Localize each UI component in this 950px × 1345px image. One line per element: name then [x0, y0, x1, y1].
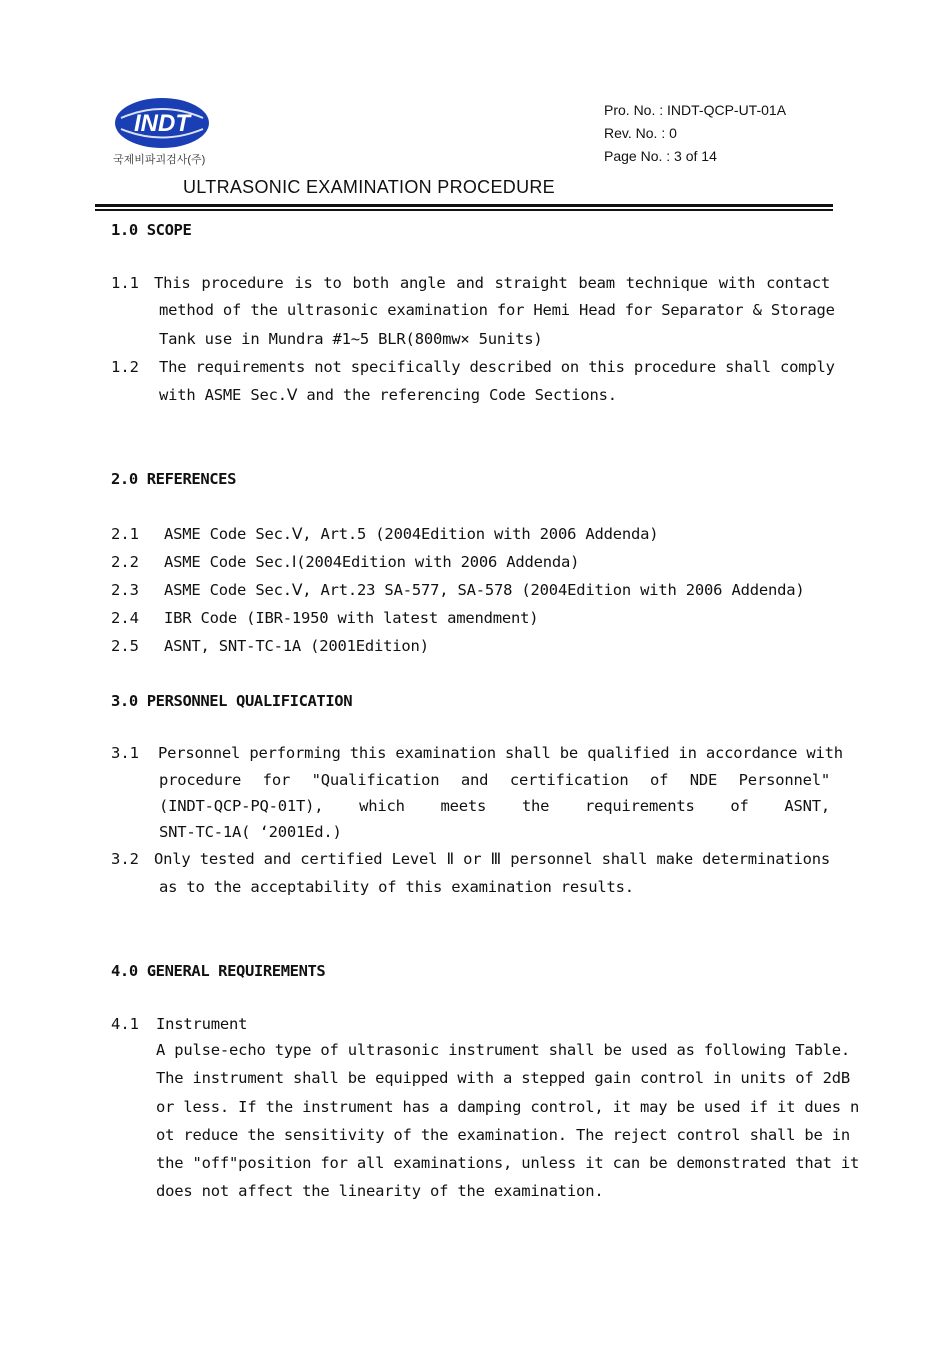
- item-number: 2.3: [111, 581, 139, 599]
- scope-1-1-line-3: Tank use in Mundra #1~5 BLR(800mw× 5units): [159, 330, 543, 348]
- item-number: 2.2: [111, 553, 139, 571]
- item-number: 4.1: [111, 1015, 139, 1033]
- section-heading-scope: 1.0 SCOPE: [111, 221, 192, 239]
- section-heading-references: 2.0 REFERENCES: [111, 470, 237, 488]
- reference-2-3: ASME Code Sec.Ⅴ, Art.23 SA-577, SA-578 (2004Edition with 2006 Addenda): [164, 581, 805, 599]
- reference-2-2: ASME Code Sec.Ⅰ(2004Edition with 2006 Addenda): [164, 553, 580, 571]
- item-number: 1.2: [111, 358, 139, 376]
- company-logo: [113, 96, 211, 150]
- document-title: ULTRASONIC EXAMINATION PROCEDURE: [183, 177, 555, 197]
- revision-number: Rev. No. : 0: [604, 125, 677, 141]
- scope-1-2-line-2: with ASME Sec.Ⅴ and the referencing Code Sections.: [159, 386, 617, 404]
- item-number: 2.1: [111, 525, 139, 543]
- reference-2-4: IBR Code (IBR-1950 with latest amendment): [164, 609, 539, 627]
- personnel-3-2-line-1: Only tested and certified Level Ⅱ or Ⅲ personnel shall make determinations: [154, 850, 830, 868]
- reference-2-5: ASNT, SNT-TC-1A (2001Edition): [164, 637, 429, 655]
- item-number: 3.2: [111, 850, 139, 868]
- reference-2-1: ASME Code Sec.Ⅴ, Art.5 (2004Edition with 2006 Addenda): [164, 525, 659, 543]
- general-4-1-title: Instrument: [156, 1015, 248, 1033]
- personnel-3-2-line-2: as to the acceptability of this examination results.: [159, 878, 634, 896]
- pro-number: Pro. No. : INDT-QCP-UT-01A: [604, 102, 787, 118]
- general-4-1-line-1: A pulse-echo type of ultrasonic instrument shall be used as following Table.: [156, 1041, 851, 1059]
- scope-1-1-line-2: method of the ultrasonic examination for Hemi Head for Separator & Storage: [159, 301, 835, 319]
- document-meta: [604, 99, 786, 168]
- personnel-3-1-line-4: SNT-TC-1A( ‘2001Ed.): [159, 823, 342, 841]
- general-4-1-line-4: ot reduce the sensitivity of the examination. The reject control shall be in: [156, 1126, 851, 1144]
- header-rule-bottom: [95, 209, 833, 211]
- personnel-3-1-line-1: Personnel performing this examination shall be qualified in accordance with: [158, 744, 843, 762]
- item-number: 3.1: [111, 744, 139, 762]
- scope-1-1-line-1: This procedure is to both angle and straight beam technique with contact: [154, 274, 830, 292]
- company-name: 국제비파괴검사(주): [113, 154, 206, 166]
- item-number: 2.5: [111, 637, 139, 655]
- logo-text: INDT: [134, 110, 190, 137]
- header-rule-top: [95, 204, 833, 207]
- general-4-1-line-5: the "off"position for all examinations, unless it can be demonstrated that it: [156, 1154, 860, 1172]
- personnel-3-1-line-2: procedure for "Qualification and certification of NDE Personnel": [159, 771, 830, 789]
- section-heading-general: 4.0 GENERAL REQUIREMENTS: [111, 962, 326, 980]
- item-number: 2.4: [111, 609, 139, 627]
- general-4-1-line-3: or less. If the instrument has a damping control, it may be used if it dues n: [156, 1098, 860, 1116]
- general-4-1-line-6: does not affect the linearity of the examination.: [156, 1182, 604, 1200]
- scope-1-2-line-1: The requirements not specifically described on this procedure shall comply: [159, 358, 835, 376]
- section-heading-personnel: 3.0 PERSONNEL QUALIFICATION: [111, 692, 353, 710]
- personnel-3-1-line-3: (INDT-QCP-PQ-01T), which meets the requirements of ASNT,: [159, 797, 830, 815]
- item-number: 1.1: [111, 274, 139, 292]
- general-4-1-line-2: The instrument shall be equipped with a stepped gain control in units of 2dB: [156, 1069, 851, 1087]
- page-number: Page No. : 3 of 14: [604, 148, 717, 164]
